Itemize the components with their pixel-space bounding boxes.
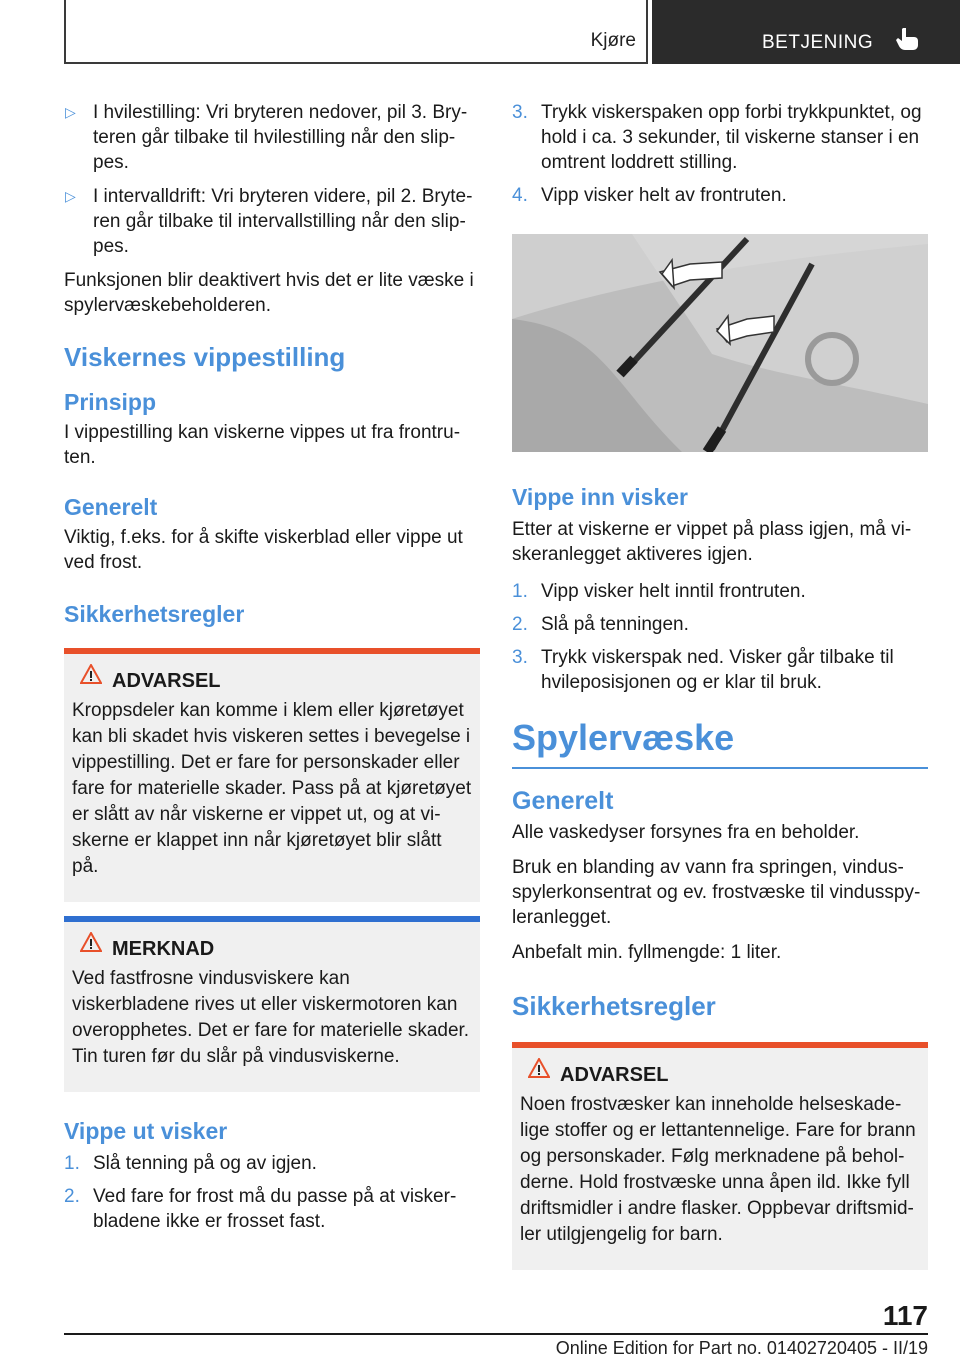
list-item <box>64 1184 480 1234</box>
step-text: Slå på tenningen. <box>541 614 689 635</box>
principle-heading: Prinsipp <box>64 389 157 415</box>
step-text: Trykk viskerspaken opp forbi trykkpunktet, og hold i ca. 3 sekunder, til viskerne stanser i en omtrent loddrett stilling. <box>541 102 922 173</box>
note-title-row <box>72 936 472 962</box>
header-section-box <box>64 0 648 64</box>
washer-warning-title-row <box>520 1062 920 1088</box>
page-number: 117 <box>882 1300 928 1331</box>
header-chapter-box <box>652 0 960 64</box>
right-column <box>512 100 928 1284</box>
list-item <box>64 100 480 175</box>
tilt-heading: Viskernes vippestilling <box>64 342 346 372</box>
washer-general-heading: Generelt <box>512 787 614 815</box>
warning-title: ADVARSEL <box>112 670 221 692</box>
washer-text: Anbefalt min. fyllmengde: 1 liter. <box>512 942 782 963</box>
tilt-in-intro: Etter at viskerne er vippet på plass igjen, må viskeranlegget aktiveres igjen. <box>512 519 912 565</box>
wiper-illustration-graphic <box>512 234 928 452</box>
step-number: 2. <box>64 1186 80 1207</box>
washer-warning-box <box>512 1042 928 1270</box>
warning-text: Kroppsdeler kan komme i klem eller kjøretøyet kan bli skadet hvis viskeren settes i bevegelse i vippestilling. Det er fare for personskader eller fare for materielle skader. Pass på at kjøretøyet er slått av når viskerne er vippet ut, og at viskerne er klappet inn når kjøretøyet blir slått på. <box>72 700 472 877</box>
general-text: Viktig, f.eks. for å skifte viskerblad eller vippe ut ved frost. <box>64 527 463 573</box>
step-number: 1. <box>64 1153 80 1174</box>
list-item <box>64 184 480 259</box>
step-text: Vipp visker helt inntil frontruten. <box>541 581 806 602</box>
tilt-in-heading: Vippe inn visker <box>512 484 688 510</box>
principle-text: I vippestilling kan viskerne vippes ut fra frontruten. <box>64 422 461 468</box>
list-item <box>512 645 928 695</box>
step-text: Vipp visker helt av frontruten. <box>541 185 787 206</box>
list-item <box>512 579 928 604</box>
step-text: Slå tenning på og av igjen. <box>93 1153 317 1174</box>
note-title: MERKNAD <box>112 938 215 960</box>
bullet-text: I intervalldrift: Vri bryteren videre, pil 2. Bryteren går tilbake til intervallstilling når den slippes. <box>93 186 473 257</box>
footer-divider <box>64 1333 928 1335</box>
washer-text: Bruk en blanding av vann fra springen, vindusspylerkonsentrat og ev. frostvæske til vindusspyleranlegget. <box>512 857 921 928</box>
general-heading: Generelt <box>64 494 158 520</box>
warning-triangle-icon <box>80 664 102 684</box>
wiper-tilt-illustration <box>512 234 928 452</box>
step-number: 3. <box>512 647 528 668</box>
warning-triangle-icon <box>80 932 102 952</box>
washer-warning-title: ADVARSEL <box>560 1064 669 1086</box>
warning-triangle-icon <box>528 1058 550 1078</box>
washer-text: Alle vaskedyser forsynes fra en beholder. <box>512 822 860 843</box>
list-item <box>512 100 928 175</box>
step-number: 1. <box>512 581 528 602</box>
list-item <box>512 612 928 637</box>
tilt-out-heading: Vippe ut visker <box>64 1118 228 1144</box>
header-chapter-label: BETJENING <box>762 32 874 53</box>
step-number: 3. <box>512 102 528 123</box>
function-note: Funksjonen blir deaktivert hvis det er lite væske i spylervæskebeholderen. <box>64 270 474 316</box>
step-text: Trykk viskerspak ned. Visker går tilbake til hvileposisjonen og er klar til bruk. <box>541 647 894 693</box>
washer-heading: Spylervæske <box>512 717 928 769</box>
pointing-hand-icon <box>894 26 920 52</box>
list-item <box>64 1151 480 1176</box>
note-box <box>64 916 480 1092</box>
list-item <box>512 183 928 208</box>
note-text: Ved fastfrosne vindusviskere kan viskerbladene rives ut eller viskermotoren kan overopphetes. Det er fare for materielle skader. Tin turen før du slår på vindusviskerne. <box>72 968 470 1067</box>
step-number: 4. <box>512 185 528 206</box>
left-column <box>64 100 480 1242</box>
washer-safety-heading: Sikkerhetsregler <box>512 991 716 1021</box>
safety-heading: Sikkerhetsregler <box>64 601 245 627</box>
footer-edition: Online Edition for Part no. 01402720405 - II/19 <box>555 1338 928 1358</box>
triangle-bullet-icon: ▷ <box>65 188 76 204</box>
bullet-text: I hvilestilling: Vri bryteren nedover, pil 3. Bryteren går tilbake til hvilestilling når den slippes. <box>93 102 468 173</box>
step-text: Ved fare for frost må du passe på at viskerbladene ikke er frosset fast. <box>93 1186 457 1232</box>
header-section-label: Kjøre <box>590 30 636 51</box>
step-number: 2. <box>512 614 528 635</box>
washer-warning-text: Noen frostvæsker kan inneholde helseskadelige stoffer og er lettantennelige. Fare for brann og personskader. Følg merknadene på beholderne. Hold frostvæske unna åpen ild. Ikke fyll driftsmidler i andre flasker. Oppbevar driftsmidler utilgjengelig for barn. <box>520 1094 916 1245</box>
triangle-bullet-icon: ▷ <box>65 104 76 120</box>
warning-title-row <box>72 668 472 694</box>
warning-box <box>64 648 480 902</box>
